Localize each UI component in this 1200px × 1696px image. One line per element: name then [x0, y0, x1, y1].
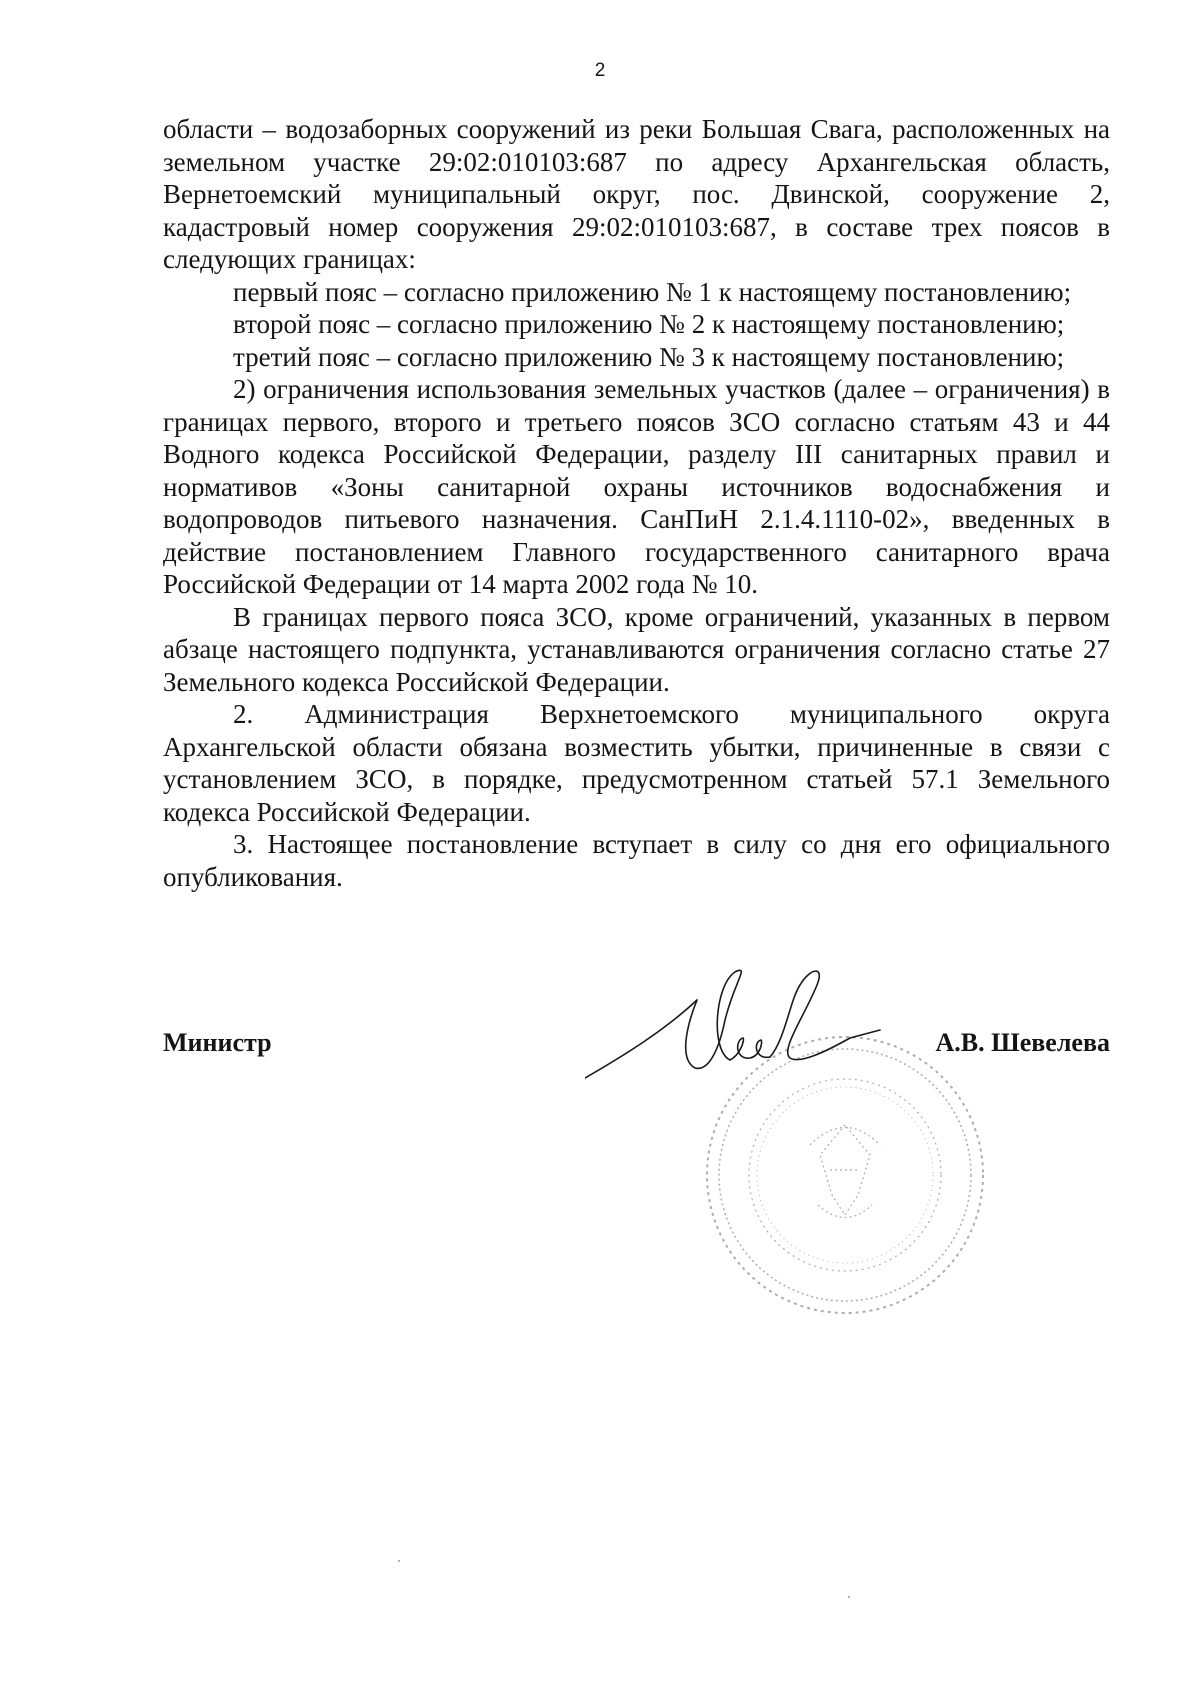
scan-speck [848, 1596, 850, 1598]
paragraph-compensation: 2. Администрация Верхнетоемского муниципального округа Архангельской области обязана возместить убытки, причиненные в связи с установлением ЗСО, в порядке, предусмотренном статьей 57.1 Земельного кодекса Российской Федерации. [163, 699, 1110, 827]
document-body [163, 113, 1110, 893]
signer-role: Министр [163, 1028, 272, 1057]
paragraph-first-zone-restrictions: В границах первого пояса ЗСО, кроме ограничений, указанных в первом абзаце настоящего подпункта, устанавливаются ограничения согласно статье 27 Земельного кодекса Российской Федерации. [163, 601, 1110, 697]
signer-name: А.В. Шевелева [935, 1028, 1110, 1057]
paragraph-zone-2: второй пояс – согласно приложению № 2 к настоящему постановлению; [233, 309, 1065, 339]
page-number: 2 [594, 60, 606, 81]
paragraph-restrictions: 2) ограничения использования земельных участков (далее – ограничения) в границах первого, второго и третьего поясов ЗСО согласно статьям 43 и 44 Водного кодекса Российской Федерации, разделу III санитарных правил и нормативов «Зоны санитарной охраны источников водоснабжения и водопроводов питьевого назначения. СанПиН 2.1.4.1110-02», введенных в действие постановлением Главного государственного санитарного врача Российской Федерации от 14 марта 2002 года № 10. [163, 374, 1110, 599]
signature-block [163, 1028, 1110, 1068]
paragraph-zone-3: третий пояс – согласно приложению № 3 к настоящему постановлению; [233, 341, 1065, 372]
scan-speck [398, 1560, 400, 1562]
paragraph-intro: области – водозаборных сооружений из реки Большая Свага, расположенных на земельном участке 29:02:010103:687 по адресу Архангельская область, Вернетоемский муниципальный округ, пос. Двинской, сооружение 2, кадастровый номер сооружения 29:02:010103:687, в составе трех поясов в следующих границах: [163, 114, 1110, 274]
paragraph-zone-1: первый пояс – согласно приложению № 1 к настоящему постановлению; [233, 276, 1072, 307]
paragraph-effective-date: 3. Настоящее постановление вступает в силу со дня его официального опубликования. [163, 829, 1110, 892]
